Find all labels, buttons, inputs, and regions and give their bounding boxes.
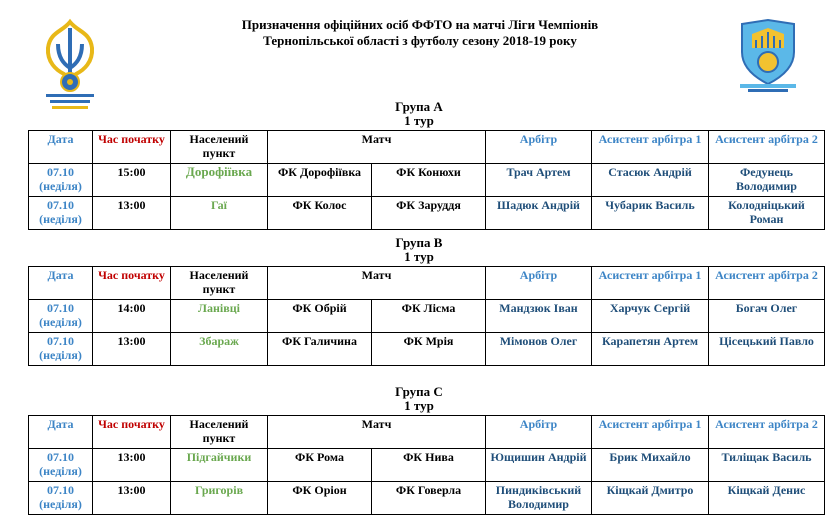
header-date: Дата [29, 267, 93, 300]
assistant-1-name: Харчук Сергій [592, 300, 709, 333]
match-place: Григорів [171, 482, 268, 515]
assistant-2-name: Колодніцький Роман [709, 197, 825, 230]
header-assistant-1: Асистент арбітра 1 [592, 416, 709, 449]
match-place: Ланівці [171, 300, 268, 333]
away-team: ФК Нива [372, 449, 486, 482]
assistant-2-name: Кіщкай Денис [709, 482, 825, 515]
home-team: ФК Дорофіївка [268, 164, 372, 197]
match-date: 07.10 [47, 198, 74, 212]
match-place: Підгайчики [171, 449, 268, 482]
group-round: 1 тур [404, 113, 434, 128]
table-header-row [29, 131, 825, 164]
group-round: 1 тур [404, 398, 434, 413]
referee-name: Мандзюк Іван [486, 300, 592, 333]
federation-logo-right-icon [734, 18, 802, 94]
assistant-1-name: Брик Михайло [592, 449, 709, 482]
match-date-cell [29, 482, 93, 515]
away-team: ФК Мрія [372, 333, 486, 366]
group-round: 1 тур [404, 249, 434, 264]
match-date: 07.10 [47, 165, 74, 179]
schedule-table [28, 130, 825, 230]
header-referee: Арбітр [486, 131, 592, 164]
document-title-line-2: Тернопільської області з футболу сезону 2018-19 року [263, 33, 577, 48]
header-referee: Арбітр [486, 267, 592, 300]
match-day: (неділя) [39, 212, 82, 226]
referee-name: Шадюк Андрій [486, 197, 592, 230]
assistant-1-name: Карапетян Артем [592, 333, 709, 366]
match-date: 07.10 [47, 334, 74, 348]
header-referee: Арбітр [486, 416, 592, 449]
table-row [29, 197, 825, 230]
header-assistant-2: Асистент арбітра 2 [709, 267, 825, 300]
header-place: Населений пункт [171, 416, 268, 449]
table-row [29, 300, 825, 333]
home-team: ФК Колос [268, 197, 372, 230]
home-team: ФК Оріон [268, 482, 372, 515]
match-time: 13:00 [93, 333, 171, 366]
match-place: Дорофіївка [171, 164, 268, 197]
match-date-cell [29, 164, 93, 197]
match-date: 07.10 [47, 450, 74, 464]
table-row [29, 449, 825, 482]
home-team: ФК Обрій [268, 300, 372, 333]
match-time: 14:00 [93, 300, 171, 333]
home-team: ФК Рома [268, 449, 372, 482]
schedule-table [28, 415, 825, 515]
header-match: Матч [268, 267, 486, 300]
match-time: 13:00 [93, 197, 171, 230]
match-time: 13:00 [93, 482, 171, 515]
table-row [29, 333, 825, 366]
header-date: Дата [29, 416, 93, 449]
header-assistant-1: Асистент арбітра 1 [592, 267, 709, 300]
assistant-2-name: Цісецький Павло [709, 333, 825, 366]
header-match: Матч [268, 131, 486, 164]
header-assistant-2: Асистент арбітра 2 [709, 131, 825, 164]
match-time: 15:00 [93, 164, 171, 197]
assistant-1-name: Кіщкай Дмитро [592, 482, 709, 515]
federation-logo-left-icon [42, 18, 98, 112]
match-place: Гаї [171, 197, 268, 230]
header-time: Час початку [93, 416, 171, 449]
away-team: ФК Заруддя [372, 197, 486, 230]
match-day: (неділя) [39, 179, 82, 193]
match-day: (неділя) [39, 497, 82, 511]
match-date: 07.10 [47, 301, 74, 315]
match-date-cell [29, 449, 93, 482]
match-day: (неділя) [39, 315, 82, 329]
match-place: Збараж [171, 333, 268, 366]
away-team: ФК Говерла [372, 482, 486, 515]
match-date: 07.10 [47, 483, 74, 497]
group-name: Група В [395, 235, 443, 250]
referee-name: Трач Артем [486, 164, 592, 197]
assistant-1-name: Чубарик Василь [592, 197, 709, 230]
group-name: Група А [395, 99, 443, 114]
header-match: Матч [268, 416, 486, 449]
assistant-2-name: Тиліщак Василь [709, 449, 825, 482]
table-header-row [29, 416, 825, 449]
match-date-cell [29, 300, 93, 333]
referee-name: Ющишин Андрій [486, 449, 592, 482]
header-time: Час початку [93, 267, 171, 300]
match-date-cell [29, 197, 93, 230]
header-assistant-2: Асистент арбітра 2 [709, 416, 825, 449]
header-date: Дата [29, 131, 93, 164]
away-team: ФК Лісма [372, 300, 486, 333]
assistant-2-name: Богач Олег [709, 300, 825, 333]
match-day: (неділя) [39, 348, 82, 362]
group-name: Група С [395, 384, 443, 399]
match-date-cell [29, 333, 93, 366]
table-row [29, 482, 825, 515]
header-place: Населений пункт [171, 131, 268, 164]
assistant-1-name: Стасюк Андрій [592, 164, 709, 197]
document-title-line-1: Призначення офіційних осіб ФФТО на матчі Ліги Чемпіонів [241, 17, 599, 32]
table-header-row [29, 267, 825, 300]
match-time: 13:00 [93, 449, 171, 482]
assistant-2-name: Федунець Володимир [709, 164, 825, 197]
away-team: ФК Конюхи [372, 164, 486, 197]
match-day: (неділя) [39, 464, 82, 478]
header-time: Час початку [93, 131, 171, 164]
header-place: Населений пункт [171, 267, 268, 300]
table-row [29, 164, 825, 197]
referee-name: Мімонов Олег [486, 333, 592, 366]
header-assistant-1: Асистент арбітра 1 [592, 131, 709, 164]
referee-name: Пиндиківський Володимир [486, 482, 592, 515]
schedule-table [28, 266, 825, 366]
home-team: ФК Галичина [268, 333, 372, 366]
